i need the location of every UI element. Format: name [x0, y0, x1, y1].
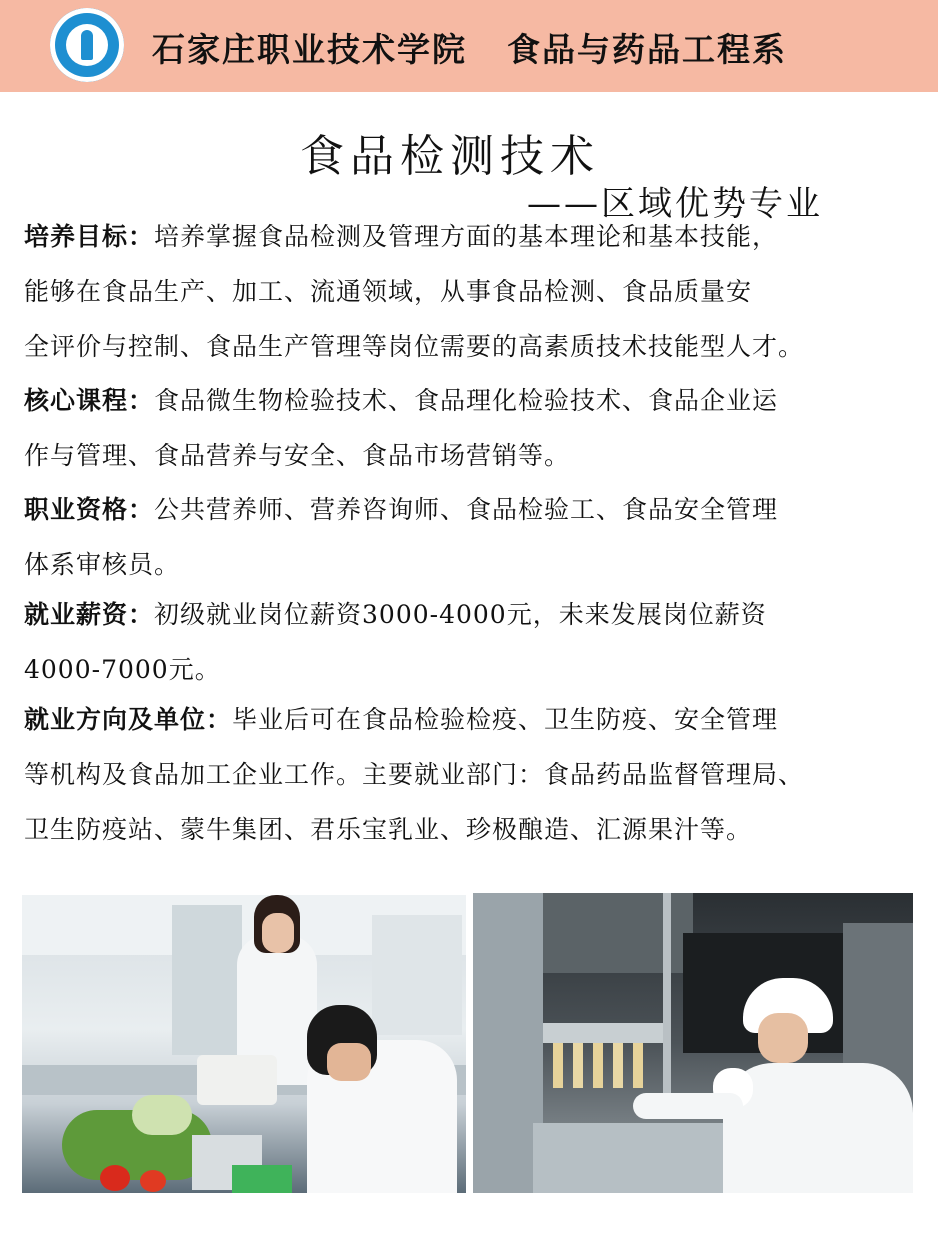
department-name: 食品与药品工程系 [507, 30, 787, 69]
section-qualifications [24, 482, 934, 592]
lab-photo [22, 895, 466, 1193]
header-title [152, 24, 787, 71]
school-logo [50, 8, 124, 82]
section-label: 就业方向及单位： [24, 705, 233, 734]
section-employment [24, 692, 934, 857]
section-label: 培养目标： [24, 222, 155, 251]
production-line-photo [473, 893, 913, 1193]
section-text-line: 体系审核员。 [24, 550, 181, 579]
section-text-line: 能够在食品生产、加工、流通领域，从事食品检测、食品质量安 [24, 277, 753, 306]
page-subtitle: ——区域优势专业 [527, 184, 823, 224]
section-text-line: 全评价与控制、食品生产管理等岗位需要的高素质技术技能型人才。 [24, 332, 805, 361]
section-text-line: 初级就业岗位薪资3000-4000元，未来发展岗位薪资 [154, 600, 767, 629]
section-text-line: 等机构及食品加工企业工作。主要就业部门：食品药品监督管理局、 [24, 760, 805, 789]
school-name: 石家庄职业技术学院 [152, 30, 467, 69]
page-title: 食品检测技术 [300, 131, 600, 182]
section-salary [24, 587, 934, 697]
section-text-line: 卫生防疫站、蒙牛集团、君乐宝乳业、珍极酿造、汇源果汁等。 [24, 815, 753, 844]
section-training-goal [24, 209, 934, 374]
header-banner [0, 0, 938, 92]
section-label: 职业资格： [24, 495, 155, 524]
section-text-line: 公共营养师、营养咨询师、食品检验工、食品安全管理 [154, 495, 779, 524]
section-text-line: 培养掌握食品检测及管理方面的基本理论和基本技能， [154, 222, 779, 251]
section-core-courses [24, 373, 934, 483]
section-text-line: 毕业后可在食品检验检疫、卫生防疫、安全管理 [232, 705, 779, 734]
section-label: 核心课程： [24, 386, 155, 415]
section-label: 就业薪资： [24, 600, 155, 629]
section-text-line: 作与管理、食品营养与安全、食品市场营销等。 [24, 441, 571, 470]
section-text-line: 食品微生物检验技术、食品理化检验技术、食品企业运 [154, 386, 779, 415]
section-text-line: 4000-7000元。 [24, 655, 221, 684]
